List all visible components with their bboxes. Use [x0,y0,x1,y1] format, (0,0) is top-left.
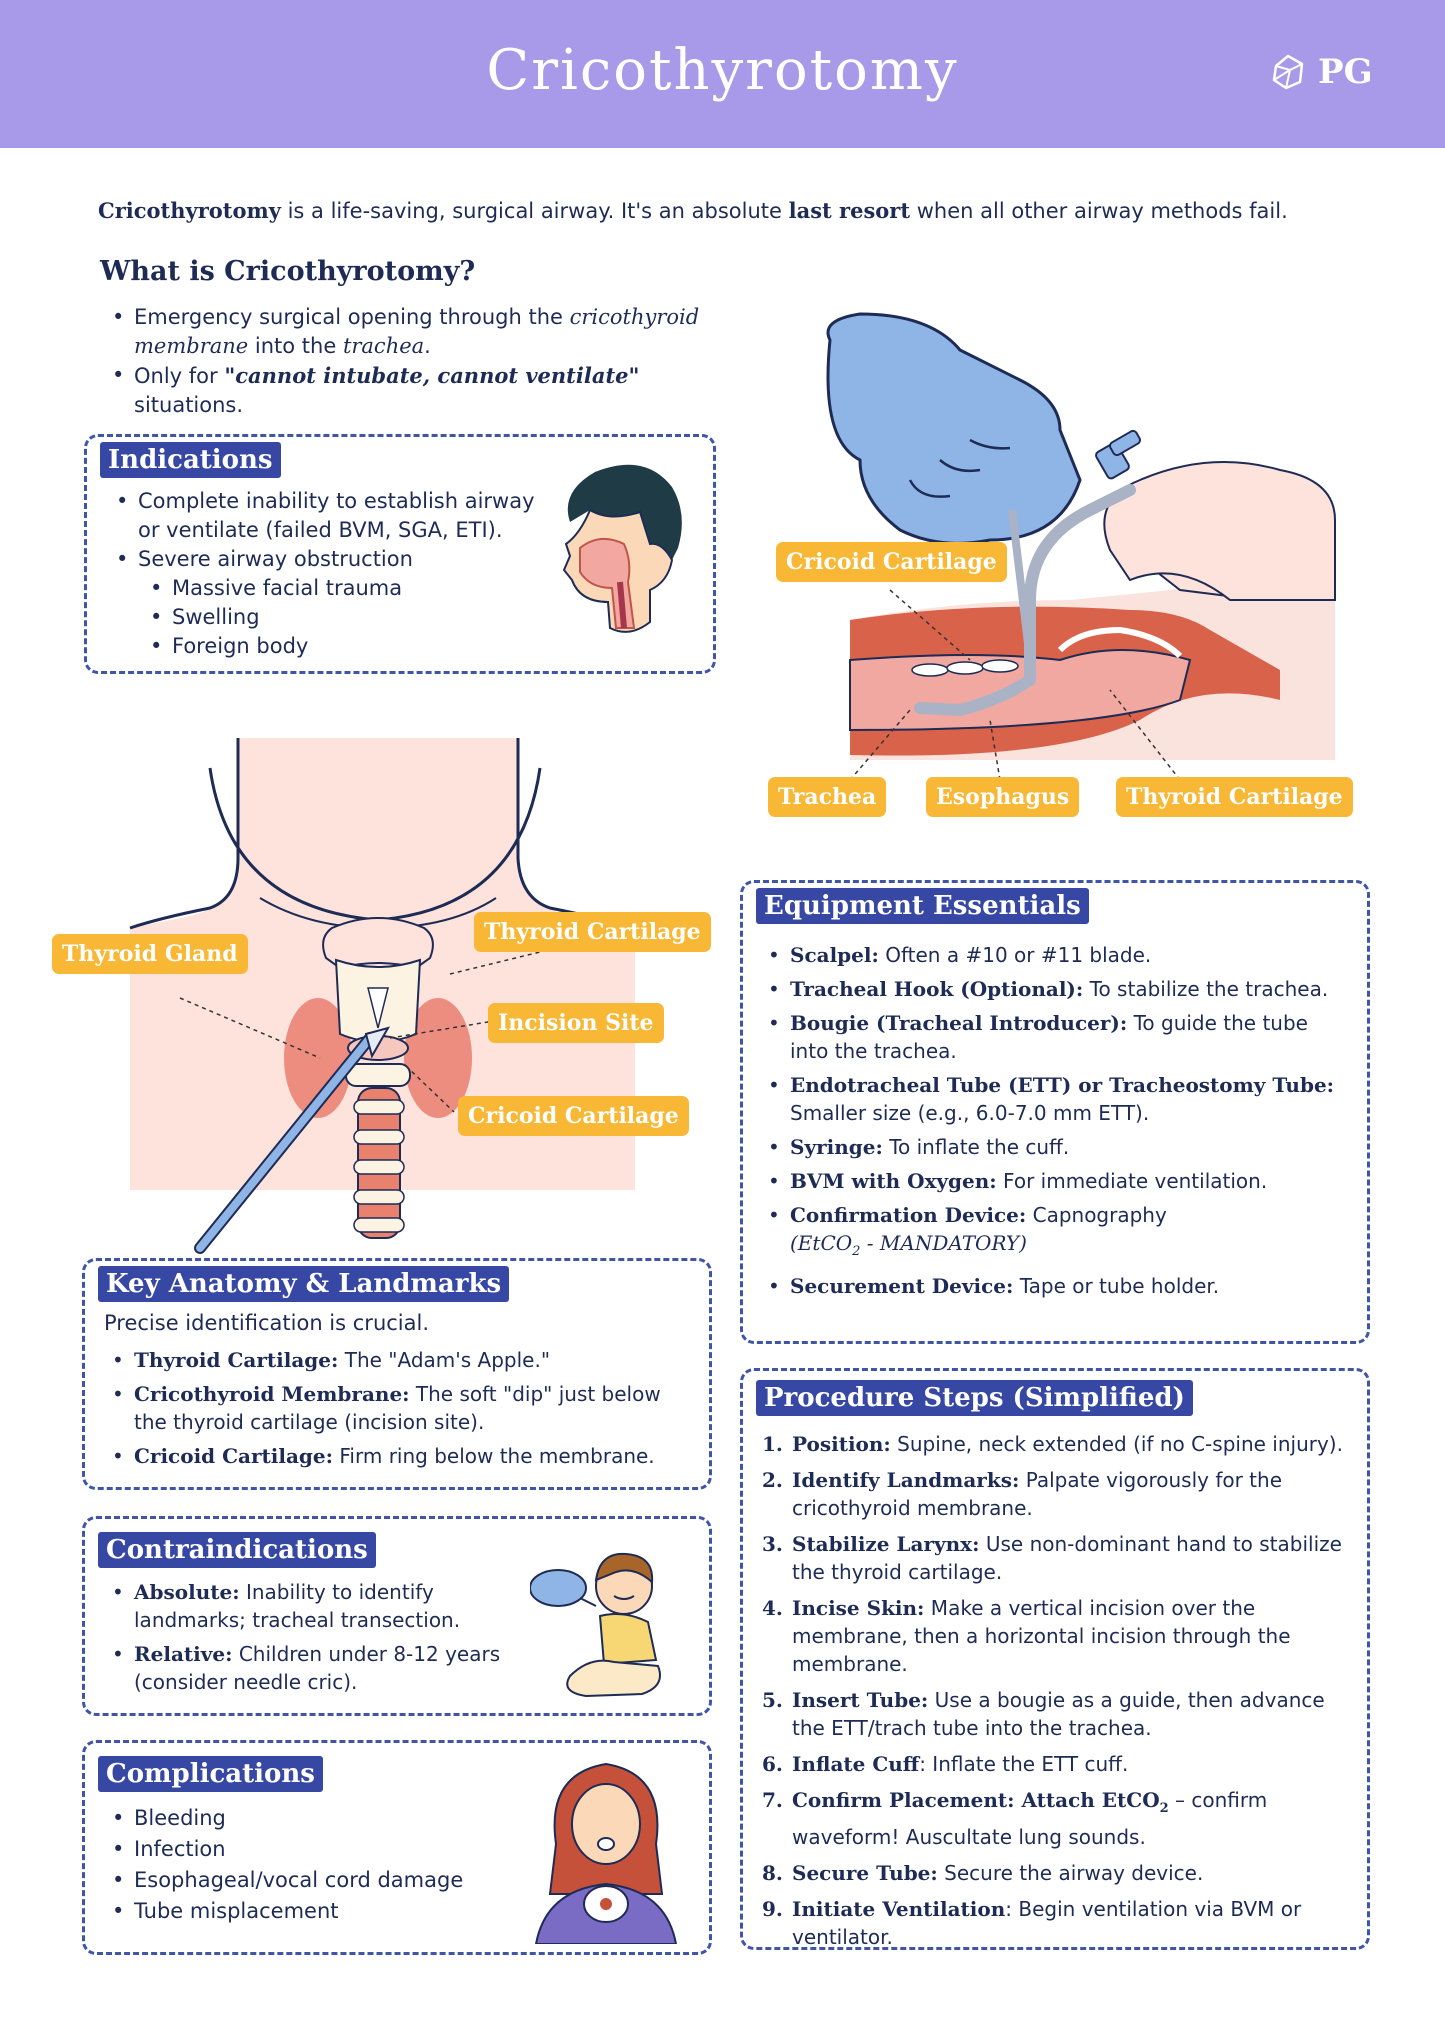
contra-list [104,1578,504,1702]
indications-list [108,487,548,661]
equipment-item: • Scalpel: Often a #10 or #11 blade. [760,941,1350,969]
complications-list [104,1803,524,1927]
what-heading: What is Cricothyrotomy? [100,256,476,287]
anatomy-list [104,1346,684,1476]
complication-item: • Tube misplacement [104,1896,524,1927]
label-trachea-side: Trachea [768,777,886,817]
indication-subitem: • Foreign body [108,632,548,661]
label-incision-site: Incision Site [488,1003,664,1043]
label-esophagus-side: Esophagus [926,777,1079,817]
step-item: 1. Position: Supine, neck extended (if no C-spine injury). [762,1432,1343,1456]
indication-subitem: • Swelling [108,603,548,632]
complication-item: • Infection [104,1834,524,1865]
equipment-item: • Bougie (Tracheal Introducer): To guide the tube into the trachea. [760,1009,1350,1065]
intro-text [98,198,1348,223]
step-item: 3. Stabilize Larynx: Use non-dominant hand to stabilize the thyroid cartilage. [762,1532,1342,1584]
equipment-item: • Syringe: To inflate the cuff. [760,1133,1350,1161]
page-title: Cricothyrotomy [486,38,959,103]
intro-emph: last resort [788,198,911,223]
equipment-list [760,941,1350,1306]
intro-part1: is a life-saving, surgical airway. It's an absolute [280,199,789,223]
what-list [104,303,724,420]
equipment-item: • Securement Device: Tape or tube holder. [760,1272,1350,1300]
what-item-1: • Emergency surgical opening through the cricothyroid membrane into the trachea. [104,303,724,361]
equipment-title: Equipment Essentials [756,888,1089,924]
step-item: 4. Incise Skin: Make a vertical incision over the membrane, then a horizontal incision through the membrane. [762,1596,1291,1676]
anatomy-item: • Thyroid Cartilage: The "Adam's Apple." [104,1346,684,1374]
complication-item: • Esophageal/vocal cord damage [104,1865,524,1896]
what-item-2: • Only for "cannot intubate, cannot ventilate" situations. [104,361,724,420]
indication-subitem: • Massive facial trauma [108,574,548,603]
complications-title: Complications [98,1756,323,1792]
side-diagram-leaders [760,300,1340,780]
equipment-item: • Tracheal Hook (Optional): To stabilize the trachea. [760,975,1350,1003]
header-banner [0,0,1445,148]
step-item: 2. Identify Landmarks: Palpate vigorously for the cricothyroid membrane. [762,1468,1282,1520]
contra-item: • Relative: Children under 8-12 years (consider needle cric). [104,1640,504,1696]
steps-list [762,1430,1352,1959]
step-item: 8. Secure Tube: Secure the airway device. [762,1861,1204,1885]
logo-text: PG [1318,52,1373,92]
crying-child-illustration [530,1536,670,1706]
label-thyroid-gland: Thyroid Gland [52,934,248,974]
brand-logo [1268,52,1373,92]
contra-title: Contraindications [98,1532,376,1568]
anatomy-item: • Cricoid Cartilage: Firm ring below the membrane. [104,1442,684,1470]
intro-term: Cricothyrotomy [98,198,281,223]
logo-gem-icon [1268,52,1308,92]
step-item: 7. Confirm Placement: Attach EtCO$_2$ – confirm waveform! Auscultate lung sounds. [762,1788,1268,1849]
step-item: 6. Inflate Cuff: Inflate the ETT cuff. [762,1752,1129,1776]
label-thyroid-side: Thyroid Cartilage [1116,777,1353,817]
steps-title: Procedure Steps (Simplified) [756,1380,1193,1416]
equipment-item: • BVM with Oxygen: For immediate ventilation. [760,1167,1350,1195]
coughing-woman-illustration [526,1754,686,1944]
contra-item: • Absolute: Inability to identify landmarks; tracheal transection. [104,1578,504,1634]
step-item: 9. Initiate Ventilation: Begin ventilation via BVM or ventilator. [762,1897,1302,1949]
equipment-item: • Confirmation Device: Capnography (EtCO$_2$ - MANDATORY) [760,1201,1350,1266]
label-cricoid-cartilage: Cricoid Cartilage [458,1096,689,1136]
intro-part2: when all other airway methods fail. [910,199,1288,223]
complication-item: • Bleeding [104,1803,524,1834]
anatomy-intro: Precise identification is crucial. [104,1311,430,1335]
indication-item: • Complete inability to establish airway or ventilate (failed BVM, SGA, ETI). [108,487,548,545]
neck-anatomy-diagram [120,738,650,1258]
anatomy-title: Key Anatomy & Landmarks [98,1266,509,1302]
indications-title: Indications [100,442,281,478]
anatomy-item: • Cricothyroid Membrane: The soft "dip" just below the thyroid cartilage (incision site). [104,1380,684,1436]
indication-item: • Severe airway obstruction [108,545,548,574]
step-item: 5. Insert Tube: Use a bougie as a guide, then advance the ETT/trach tube into the trachea. [762,1688,1325,1740]
equipment-item: • Endotracheal Tube (ETT) or Tracheostomy Tube: Smaller size (e.g., 6.0-7.0 mm ETT). [760,1071,1350,1127]
label-cricoid-side: Cricoid Cartilage [776,542,1007,582]
child-airway-illustration [550,452,690,642]
label-thyroid-cartilage: Thyroid Cartilage [474,912,711,952]
